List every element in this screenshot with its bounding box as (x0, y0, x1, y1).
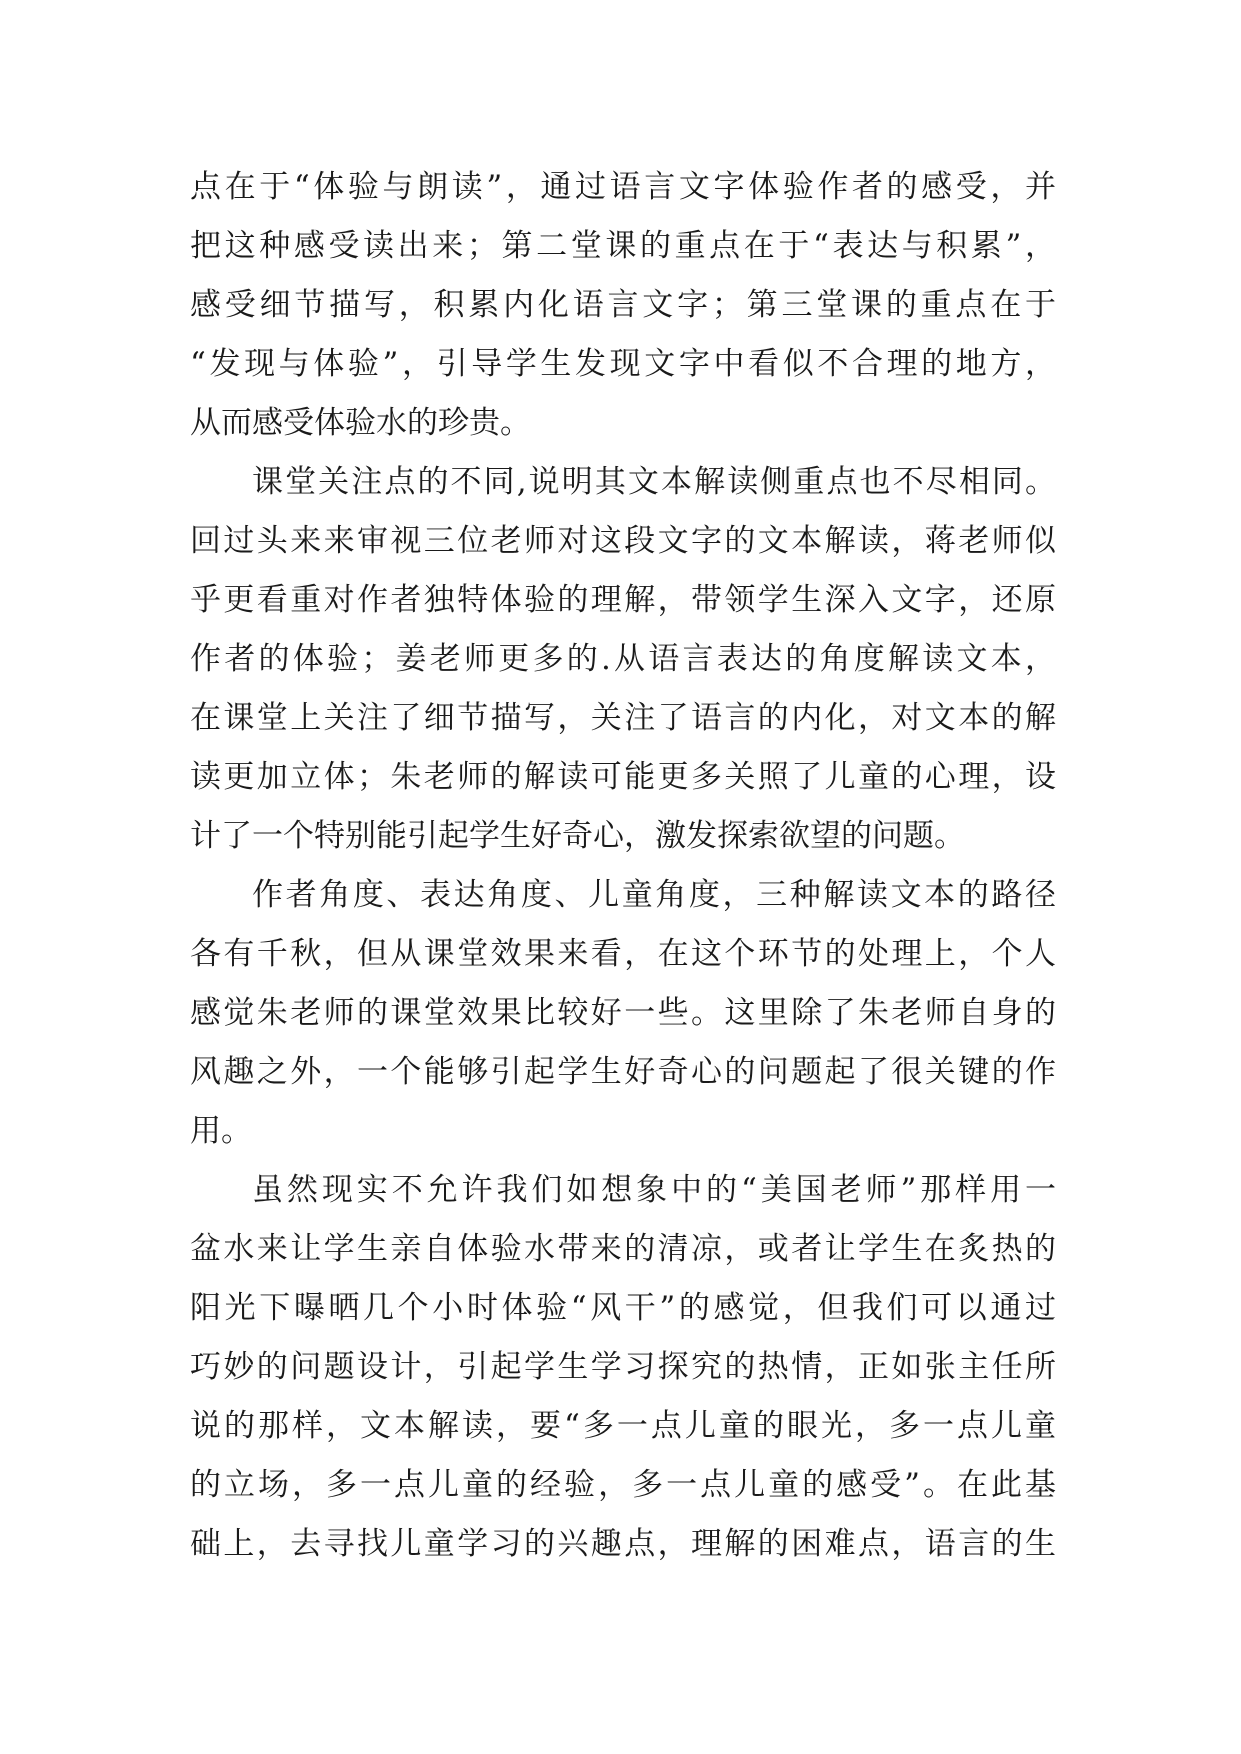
paragraph-1 (190, 158, 1056, 453)
paragraph-3 (190, 866, 1056, 1161)
text-line: 计了一个特别能引起学生好奇心，激发探索欲望的问题。 (190, 818, 965, 854)
text-line: 的立场，多一点儿童的经验，多一点儿童的感受”。在此基 (190, 1467, 1056, 1503)
text-line: 各有千秋，但从课堂效果来看，在这个环节的处理上，个人 (190, 936, 1056, 972)
text-line: 风趣之外，一个能够引起学生好奇心的问题起了很关键的作 (190, 1054, 1056, 1090)
text-line: 盆水来让学生亲自体验水带来的清凉，或者让学生在炙热的 (190, 1231, 1056, 1267)
paragraph-2 (190, 453, 1056, 866)
paragraph-4 (190, 1161, 1056, 1574)
text-line: 把这种感受读出来；第二堂课的重点在于“表达与积累”， (190, 228, 1056, 264)
text-line: 乎更看重对作者独特体验的理解，带领学生深入文字，还原 (190, 582, 1056, 618)
text-line: 础上，去寻找儿童学习的兴趣点，理解的困难点，语言的生 (190, 1526, 1056, 1562)
text-line: 在课堂上关注了细节描写，关注了语言的内化，对文本的解 (190, 700, 1056, 736)
text-line: “发现与体验”，引导学生发现文字中看似不合理的地方， (190, 346, 1056, 382)
text-line: 点在于“体验与朗读”，通过语言文字体验作者的感受，并 (190, 169, 1056, 205)
text-line: 用。 (190, 1113, 252, 1149)
text-line: 虽然现实不允许我们如想象中的“美国老师”那样用一 (252, 1172, 1056, 1208)
text-line: 作者角度、表达角度、儿童角度，三种解读文本的路径 (252, 877, 1056, 913)
text-line: 巧妙的问题设计，引起学生学习探究的热情，正如张主任所 (190, 1349, 1056, 1385)
document-body (190, 158, 1056, 1574)
text-line: 作者的体验；姜老师更多的.从语言表达的角度解读文本， (190, 641, 1056, 677)
text-line: 回过头来来审视三位老师对这段文字的文本解读，蒋老师似 (190, 523, 1056, 559)
text-line: 说的那样，文本解读，要“多一点儿童的眼光，多一点儿童 (190, 1408, 1056, 1444)
text-line: 从而感受体验水的珍贵。 (190, 405, 531, 441)
text-line: 课堂关注点的不同,说明其文本解读侧重点也不尽相同。 (252, 464, 1056, 500)
text-line: 感觉朱老师的课堂效果比较好一些。这里除了朱老师自身的 (190, 995, 1056, 1031)
text-line: 阳光下曝晒几个小时体验“风干”的感觉，但我们可以通过 (190, 1290, 1056, 1326)
text-line: 感受细节描写，积累内化语言文字；第三堂课的重点在于 (190, 287, 1056, 323)
text-line: 读更加立体；朱老师的解读可能更多关照了儿童的心理，设 (190, 759, 1056, 795)
